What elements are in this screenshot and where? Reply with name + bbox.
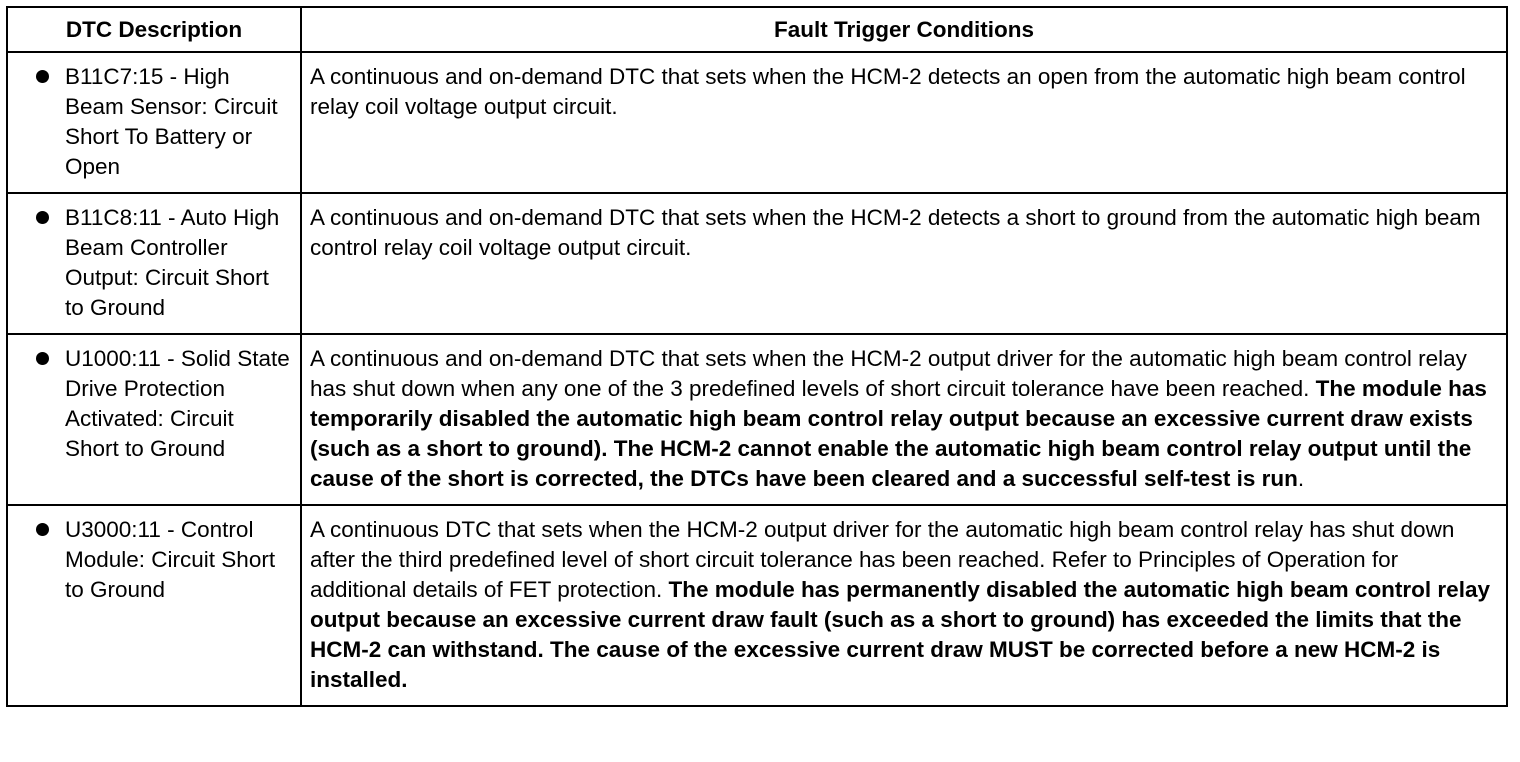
conditions-cell <box>301 52 1507 193</box>
dtc-cell <box>7 334 301 505</box>
dtc-description: U1000:11 - Solid State Drive Protection Activated: Circuit Short to Ground <box>65 346 290 461</box>
condition-text: A continuous and on-demand DTC that sets when the HCM-2 output driver for the automatic high beam control relay has shut down when any one of the 3 predefined levels of short circuit tolerance have been reached. <box>310 346 1467 401</box>
table-row <box>7 505 1507 706</box>
dtc-description: U3000:11 - Control Module: Circuit Short to Ground <box>65 517 276 602</box>
table-row <box>7 193 1507 334</box>
bullet-icon <box>36 70 49 83</box>
dtc-cell <box>7 193 301 334</box>
dtc-table-container <box>6 6 1506 707</box>
header-fault-trigger-conditions: Fault Trigger Conditions <box>301 7 1507 52</box>
dtc-description: B11C7:15 - High Beam Sensor: Circuit Short To Battery or Open <box>65 64 278 179</box>
condition-text: . <box>1297 466 1305 491</box>
condition-text: A continuous and on-demand DTC that sets when the HCM-2 detects a short to ground from the automatic high beam control relay coil voltage output circuit. <box>310 205 1481 260</box>
condition-text: A continuous and on-demand DTC that sets when the HCM-2 detects an open from the automatic high beam control relay coil voltage output circuit. <box>310 64 1466 119</box>
conditions-cell <box>301 193 1507 334</box>
bullet-icon <box>36 523 49 536</box>
table-row <box>7 52 1507 193</box>
table-row <box>7 334 1507 505</box>
bullet-icon <box>36 211 49 224</box>
header-dtc-description: DTC Description <box>7 7 301 52</box>
condition-text: A continuous DTC that sets when the HCM-2 output driver for the automatic high beam control relay has shut down after the third predefined level of short circuit tolerance has been reached. Refer to Principles of Operation for additional details of FET protection. <box>310 517 1455 602</box>
conditions-cell <box>301 505 1507 706</box>
conditions-cell <box>301 334 1507 505</box>
dtc-cell <box>7 52 301 193</box>
condition-warning-text: The module has permanently disabled the automatic high beam control relay output because an excessive current draw fault (such as a short to ground) has exceeded the limits that the HCM-2 can withstand. The cause of the excessive current draw MUST be corrected before a new HCM-2 is installed. <box>310 577 1490 692</box>
dtc-cell <box>7 505 301 706</box>
condition-warning-text: The module has temporarily disabled the automatic high beam control relay output because an excessive current draw exists (such as a short to ground). The HCM-2 cannot enable the automatic high beam control relay output until the cause of the short is corrected, the DTCs have been cleared and a successful self-test is run <box>310 376 1487 491</box>
table-header-row <box>7 7 1507 52</box>
dtc-description: B11C8:11 - Auto High Beam Controller Output: Circuit Short to Ground <box>65 205 280 320</box>
dtc-table <box>6 6 1508 707</box>
bullet-icon <box>36 352 49 365</box>
